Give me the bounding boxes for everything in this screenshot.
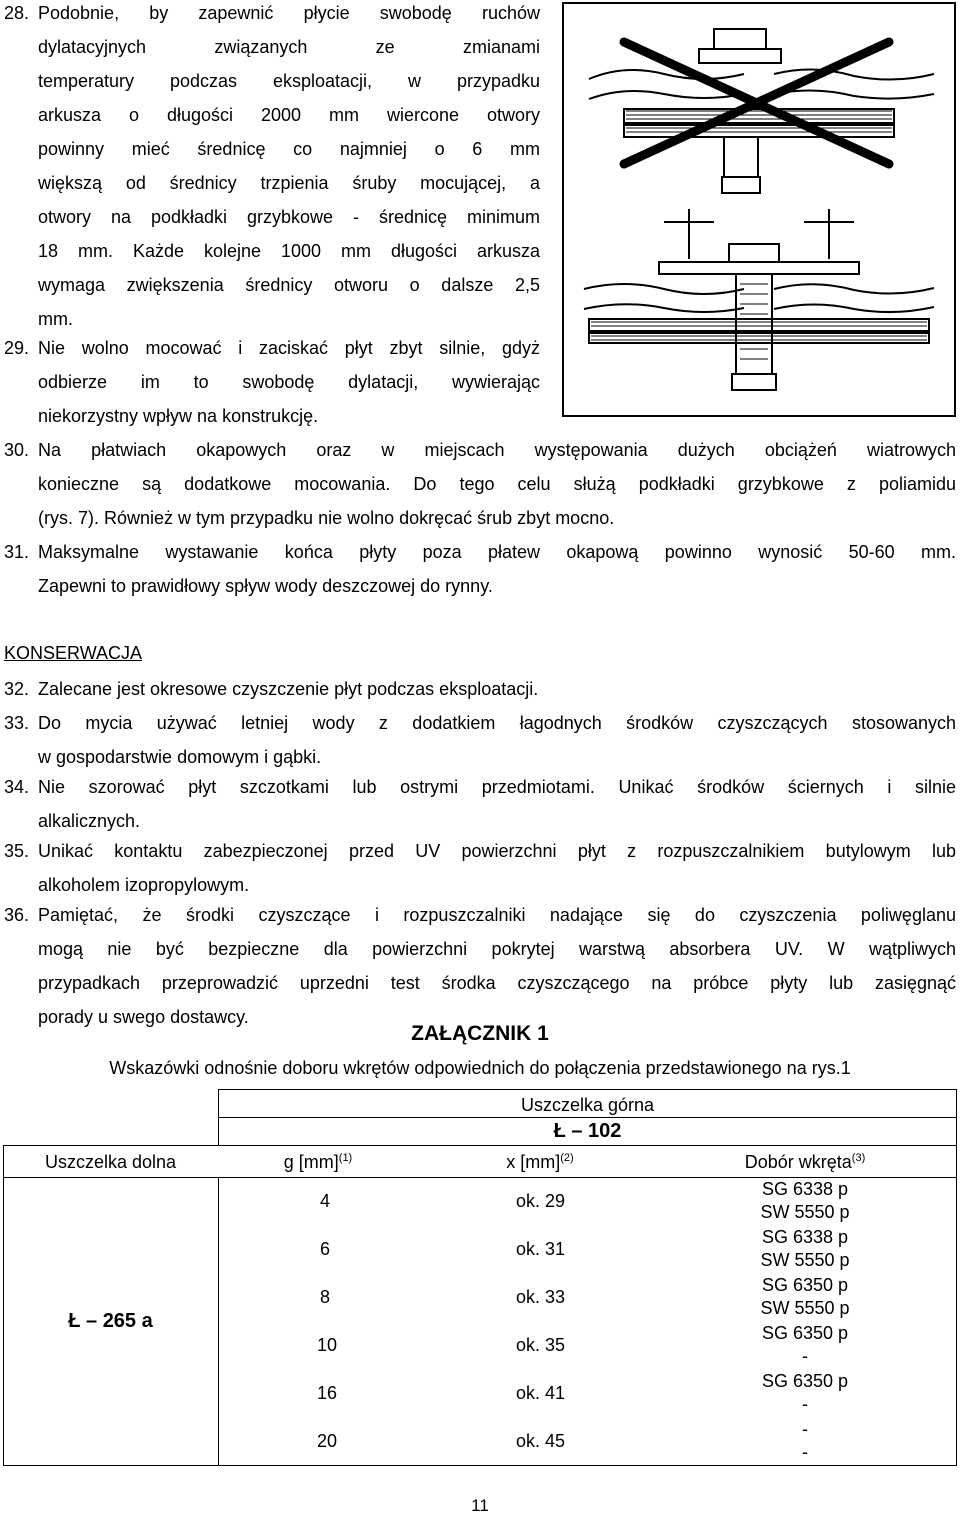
item-text-line: konieczne są dodatkowe mocowania. Do tego celu służą podkładki grzybkowe z poliamidu	[38, 474, 956, 494]
bolt-mounting-diagram	[564, 4, 954, 415]
list-item-28	[4, 0, 540, 336]
item-text-line: (rys. 7). Również w tym przypadku nie wolno dokręcać śrub zbyt mocno.	[38, 508, 615, 528]
item-text-line: alkoholem izopropylowym.	[38, 875, 250, 895]
cell-screw-2: SW 5550 p	[760, 1202, 850, 1222]
item-number: 28.	[4, 3, 30, 23]
cell-screw-1: SG 6350 p	[761, 1371, 849, 1391]
cell-g: 8	[320, 1287, 331, 1307]
header-lower-seal: Uszczelka dolna	[44, 1152, 177, 1172]
item-text-line: mogą nie być bezpieczne dla powierzchni pokrytej warstwą absorbera UV. W wątpliwych	[38, 939, 956, 959]
list-item-33	[4, 706, 956, 774]
header-screw: Dobór wkręta$^{(3)}$	[744, 1152, 866, 1172]
cell-x: ok. 31	[516, 1239, 566, 1259]
cell-screw-1: -	[802, 1419, 808, 1439]
item-text-line: Unikać kontaktu zabezpieczonej przed UV powierzchni płyt z rozpuszczalnikiem butylowym lub	[38, 841, 956, 861]
item-number: 29.	[4, 338, 30, 358]
cell-screw-2: SW 5550 p	[760, 1250, 850, 1270]
item-text-line: porady u swego dostawcy.	[38, 1007, 249, 1027]
item-text-line: temperatury podczas eksploatacji, w przypadku	[38, 71, 540, 91]
item-text-line: Pamiętać, że środki czyszczące i rozpuszczalniki nadające się do czyszczenia poliwęglanu	[38, 905, 956, 925]
header-x: x [mm]$^{(2)}$	[506, 1152, 574, 1172]
section-heading: KONSERWACJA	[4, 643, 143, 663]
cell-g: 6	[320, 1239, 331, 1259]
list-item-35	[4, 834, 956, 902]
cell-g: 16	[317, 1383, 338, 1403]
item-text-line: Nie szorować płyt szczotkami lub ostrymi przedmiotami. Unikać środków ściernych i silnie	[38, 777, 956, 797]
item-number: 33.	[4, 713, 30, 733]
cell-screw-1: SG 6338 p	[761, 1227, 849, 1247]
item-text-line: przypadkach przeprowadzić uprzedni test środka czyszczącego na próbce płyty lub zasięgnąć	[38, 973, 956, 993]
list-item-32	[4, 672, 956, 706]
item-number: 34.	[4, 777, 30, 797]
item-text-line: Nie wolno mocować i zaciskać płyt zbyt silnie, gdyż	[38, 338, 540, 358]
upper-seal-value: Ł – 102	[553, 1120, 622, 1142]
cell-g: 10	[317, 1335, 338, 1355]
table-border	[218, 1117, 957, 1118]
item-number: 30.	[4, 440, 30, 460]
table-border	[3, 1145, 4, 1466]
item-number: 36.	[4, 905, 30, 925]
list-item-30	[4, 433, 956, 535]
upper-seal-label: Uszczelka górna	[520, 1095, 655, 1115]
list-item-29	[4, 331, 540, 433]
item-text-line: w gospodarstwie domowym i gąbki.	[38, 747, 322, 767]
item-text-line: Zapewni to prawidłowy spływ wody deszczowej do rynny.	[38, 576, 493, 596]
cell-screw-1: SG 6350 p	[761, 1323, 849, 1343]
item-text-line: arkusza o długości 2000 mm wiercone otwory	[38, 105, 540, 125]
item-text-line: większą od średnicy trzpienia śruby mocującej, a	[38, 173, 540, 193]
item-text-line: otwory na podkładki grzybkowe - średnicę minimum	[38, 207, 540, 227]
cell-g: 4	[320, 1191, 331, 1211]
item-text-line: dylatacyjnych związanych ze zmianami	[38, 37, 540, 57]
item-text-line: wymaga zwiększenia średnicy otworu o dalsze 2,5	[38, 275, 540, 295]
item-text-line: Maksymalne wystawanie końca płyty poza płatew okapową powinno wynosić 50-60 mm.	[38, 542, 956, 562]
cell-screw-1: SG 6350 p	[761, 1275, 849, 1295]
cell-screw-2: -	[802, 1442, 808, 1462]
table-border	[218, 1089, 957, 1090]
cell-screw-2: SW 5550 p	[760, 1298, 850, 1318]
cell-x: ok. 41	[516, 1383, 566, 1403]
header-g: g [mm]$^{(1)}$	[283, 1152, 353, 1172]
item-text-line: Podobnie, by zapewnić płycie swobodę ruchów	[38, 3, 540, 23]
cell-g: 20	[317, 1431, 338, 1451]
item-text-line: mm.	[38, 309, 73, 329]
cell-x: ok. 45	[516, 1431, 566, 1451]
cell-screw-1: SG 6338 p	[761, 1179, 849, 1199]
cell-screw-2: -	[802, 1394, 808, 1414]
table-border	[956, 1089, 957, 1466]
item-number: 35.	[4, 841, 30, 861]
cell-x: ok. 35	[516, 1335, 566, 1355]
page-number: 11	[471, 1496, 489, 1515]
table-border	[218, 1177, 219, 1466]
item-text-line: niekorzystny wpływ na konstrukcję.	[38, 406, 319, 426]
item-text-line: powinny mieć średnicę co najmniej o 6 mm	[38, 139, 540, 159]
list-item-36	[4, 898, 956, 1034]
item-text-line: 18 mm. Każde kolejne 1000 mm długości arkusza	[38, 241, 540, 261]
table-border	[3, 1465, 957, 1466]
item-number: 32.	[4, 679, 30, 699]
item-number: 31.	[4, 542, 30, 562]
list-item-34	[4, 770, 956, 838]
item-text-line: odbierze im to swobodę dylatacji, wywierając	[38, 372, 540, 392]
item-text-line: Na płatwiach okapowych oraz w miejscach występowania dużych obciążeń wiatrowych	[38, 440, 956, 460]
mounting-figure	[562, 2, 956, 417]
cell-x: ok. 29	[516, 1191, 566, 1211]
lower-seal-value: Ł – 265 a	[68, 1310, 153, 1332]
item-text-line: Do mycia używać letniej wody z dodatkiem łagodnych środków czyszczących stosowanych	[38, 713, 956, 733]
cell-screw-2: -	[802, 1346, 808, 1366]
item-text-line: alkalicznych.	[38, 811, 141, 831]
table-border	[3, 1145, 957, 1146]
item-text-line: Zalecane jest okresowe czyszczenie płyt podczas eksploatacji.	[38, 679, 539, 699]
annex-title: ZAŁĄCZNIK 1	[411, 1022, 549, 1045]
cell-x: ok. 33	[516, 1287, 566, 1307]
list-item-31	[4, 535, 956, 603]
annex-subtitle: Wskazówki odnośnie doboru wkrętów odpowiednich do połączenia przedstawionego na rys.1	[109, 1058, 851, 1078]
